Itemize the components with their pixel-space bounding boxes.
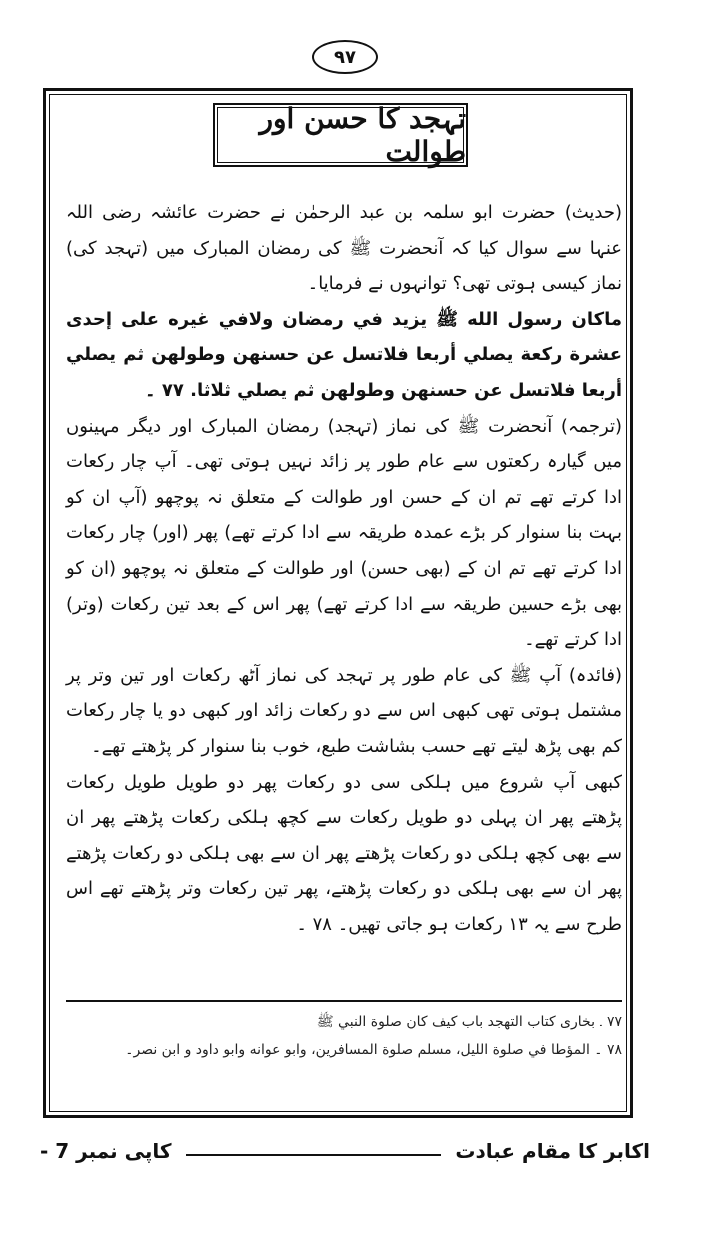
footnote-78: ۷۸ ۔ المؤطا في صلوة الليل، مسلم صلوة المسافرين، وابو عوانه وابو داود و ابن نصر۔ bbox=[125, 1042, 622, 1058]
footnote-77: ۷۷ ۔ بخاری کتاب التهجد باب كيف كان صلوة النبي ﷺ bbox=[316, 1014, 622, 1030]
benefit-paragraph: (فائدہ) آپ ﷺ کی عام طور پر تہجد کی نماز آٹھ رکعات اور تین وتر پر مشتمل ہوتی تھی کبھی اس سے دو رکعات زائد اور کبھی دو یا چار رکعات کم بھی پڑھ لیتے تھے حسب بشاشت طبع، خوب بنا سنوار کر پڑھتے تھے۔ bbox=[66, 664, 622, 757]
title-box bbox=[213, 103, 468, 167]
arabic-hadith-paragraph: ماكان رسول الله ﷺ يزيد في رمضان ولافي غيره على إحدى عشرة ركعة يصلي أربعا فلاتسل عن حسنهن وطولهن ثم يصلي أربعا فلاتسل عن حسنهن وطولهن ثم يصلي ثلاثا. ۷۷ ۔ bbox=[66, 308, 622, 401]
detail-paragraph: کبھی آپ شروع میں ہلکی سی دو رکعات پھر دو طویل طویل رکعات پڑھتے پھر ان پہلی دو طویل رکعات سے کچھ ہلکی رکعات پڑھتے پھر ان سے بھی کچھ ہلکی دو رکعات پڑھتے پھر ان سے بھی ہلکی دو رکعات پڑھتے پھر ان سے بھی ہلکی دو رکعات پڑھتے، پھر تین رکعات وتر پڑھتے تھے اس طرح سے یہ ۱۳ رکعات ہو جاتی تھیں۔ ۷۸ ۔ bbox=[66, 771, 622, 935]
footnote-divider bbox=[66, 1000, 622, 1002]
footer-book-title: اکابر کا مقام عبادت bbox=[455, 1139, 650, 1163]
footnotes bbox=[66, 1008, 622, 1064]
body-text bbox=[66, 195, 622, 942]
page-footer bbox=[40, 1134, 650, 1168]
hadith-paragraph: (حدیث) حضرت ابو سلمہ بن عبد الرحمٰن نے حضرت عائشہ رضی اللہ عنہا سے سوال کیا کہ آنحضرت ﷺ کی رمضان المبارک میں (تہجد کی) نماز کیسی ہوتی تھی؟ توانہوں نے فرمایا۔ bbox=[66, 202, 622, 295]
chapter-title: تہجد کا حسن اور طوالت bbox=[259, 102, 466, 168]
footer-copy-label: کاپی نمبر 7 - bbox=[40, 1139, 172, 1163]
footer-rule bbox=[186, 1154, 442, 1156]
translation-paragraph: (ترجمہ) آنحضرت ﷺ کی نماز (تہجد) رمضان المبارک اور دیگر مہینوں میں گیارہ رکعتوں سے عام طور پر زائد نہیں ہوتی تھی۔ آپ چار رکعات ادا کرتے تھے تم ان کے حسن اور طوالت کے متعلق نہ پوچھو (آپ ان کو بہت بنا سنوار کر بڑے عمدہ طریقہ سے ادا کرتے تھے) پھر (اور) چار رکعات ادا کرتے تھے تم ان کے (بھی حسن) اور طوالت کے متعلق نہ پوچھو (ان کو بھی بڑے حسین طریقہ سے ادا کرتے تھے) پھر اس کے بعد تین رکعات (وتر) ادا کرتے تھے۔ bbox=[66, 415, 622, 651]
page-number: ۹۷ bbox=[312, 40, 378, 74]
